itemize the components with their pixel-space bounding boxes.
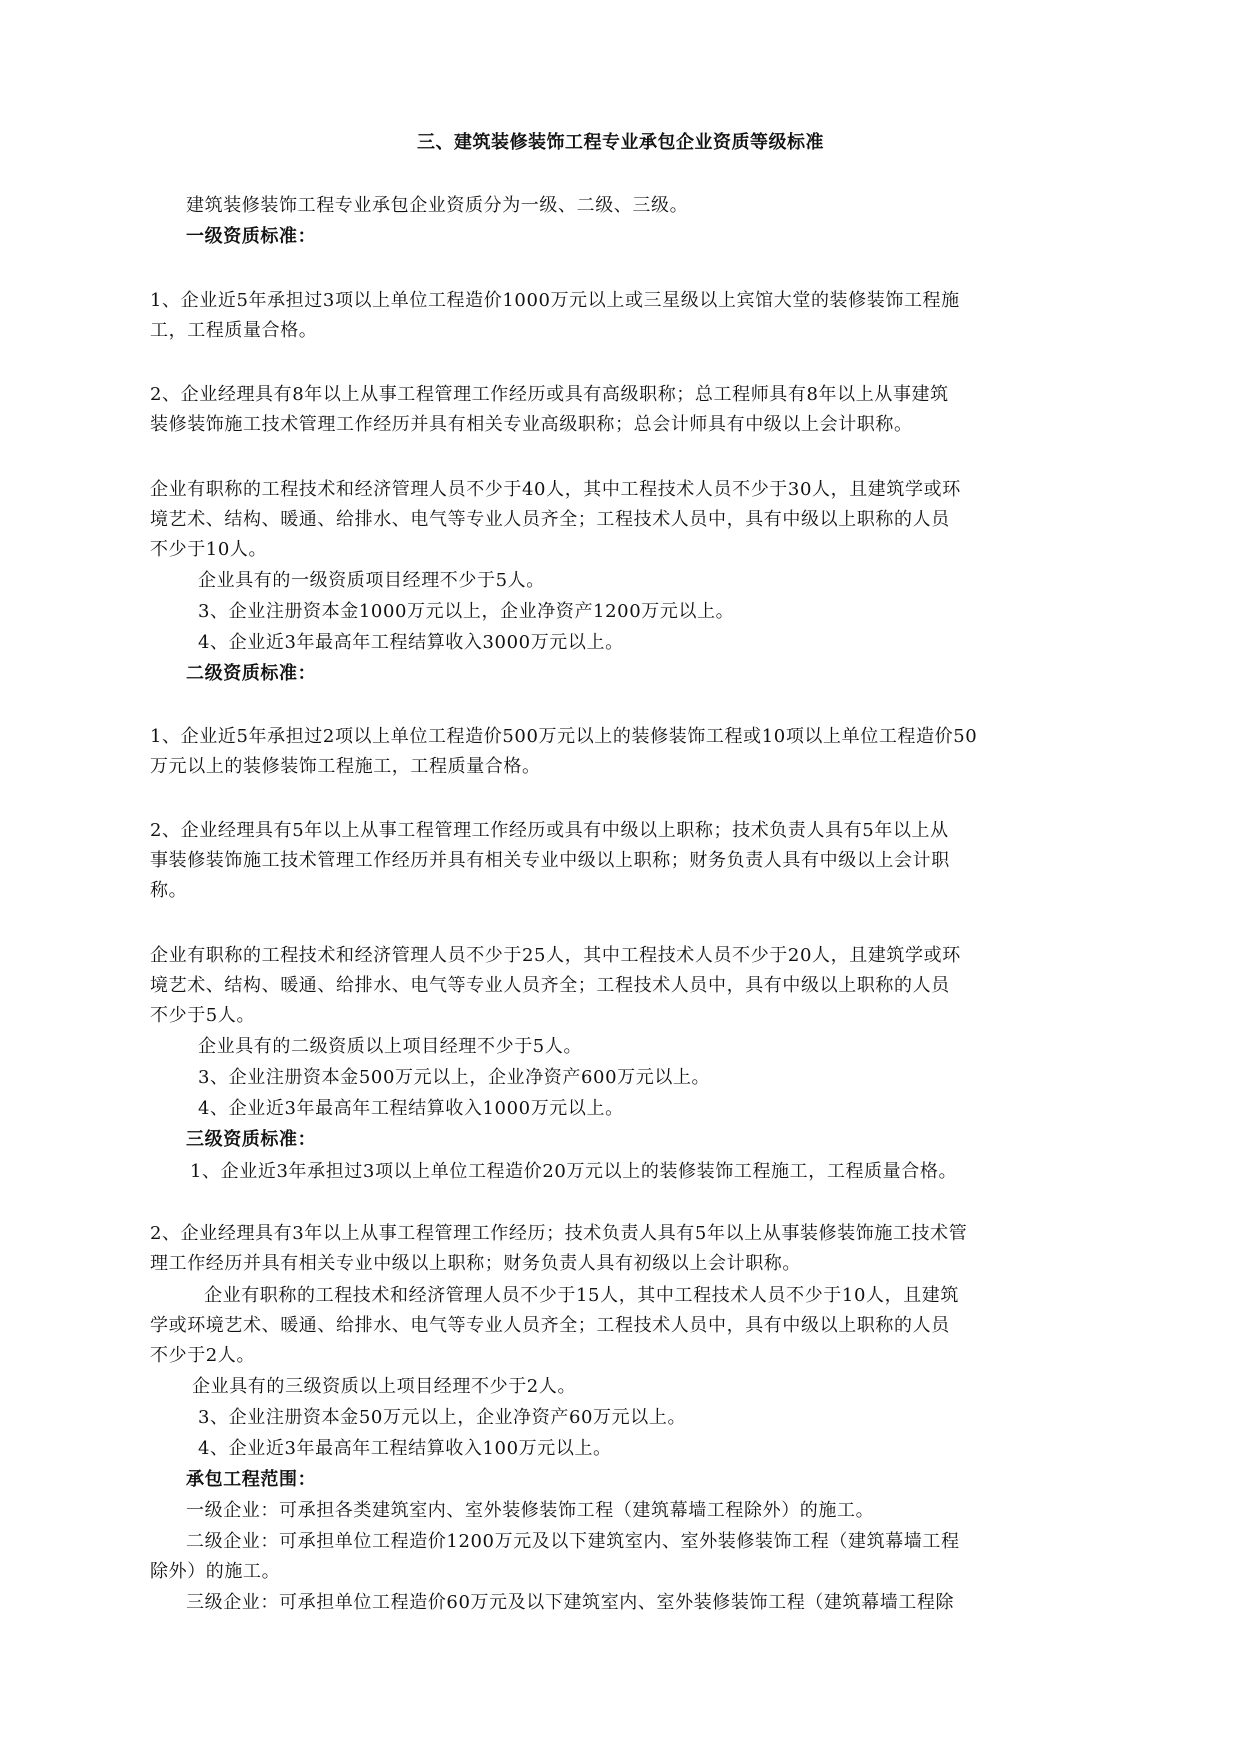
grade1-item1-line1: 1、企业近5年承担过3项以上单位工程造价1000万元以上或三星级以上宾馆大堂的装修装饰工程施 [150,290,960,311]
scope-grade1: 一级企业：可承担各类建筑室内、室外装修装饰工程（建筑幕墙工程除外）的施工。 [186,1500,875,1521]
grade2-staff-line3: 不少于5人。 [150,1005,256,1026]
grade2-item2-line1: 2、企业经理具有5年以上从事工程管理工作经历或具有中级以上职称；技术负责人具有5年以上从 [150,820,949,841]
grade2-item1-line2: 万元以上的装修装饰工程施工，工程质量合格。 [150,756,541,777]
scope-heading: 承包工程范围： [186,1469,317,1490]
grade3-staff-line2: 学或环境艺术、暖通、给排水、电气等专业人员齐全；工程技术人员中，具有中级以上职称的人员 [150,1315,950,1336]
grade2-staff-line2: 境艺术、结构、暖通、给排水、电气等专业人员齐全；工程技术人员中，具有中级以上职称的人员 [150,975,950,996]
grade1-staff-line2: 境艺术、结构、暖通、给排水、电气等专业人员齐全；工程技术人员中，具有中级以上职称的人员 [150,509,950,530]
grade3-project-managers: 企业具有的三级资质以上项目经理不少于2人。 [192,1376,577,1397]
grade3-heading: 三级资质标准： [186,1129,317,1150]
grade2-project-managers: 企业具有的二级资质以上项目经理不少于5人。 [198,1036,583,1057]
grade3-staff-line1: 企业有职称的工程技术和经济管理人员不少于15人，其中工程技术人员不少于10人，且建筑 [204,1285,960,1306]
grade1-item2-line2: 装修装饰施工技术管理工作经历并具有相关专业高级职称；总会计师具有中级以上会计职称。 [150,414,913,435]
grade1-heading: 一级资质标准： [186,226,317,247]
grade3-item1: 1、企业近3年承担过3项以上单位工程造价20万元以上的装修装饰工程施工，工程质量合格。 [190,1161,958,1182]
document-title: 三、建筑装修装饰工程专业承包企业资质等级标准 [417,132,824,153]
scope-grade2-line1: 二级企业：可承担单位工程造价1200万元及以下建筑室内、室外装修装饰工程（建筑幕墙工程 [186,1531,960,1552]
grade1-item3: 3、企业注册资本金1000万元以上，企业净资产1200万元以上。 [198,601,735,622]
grade3-item2-line1: 2、企业经理具有3年以上从事工程管理工作经历；技术负责人具有5年以上从事装修装饰施工技术管 [150,1223,968,1244]
grade1-staff-line3: 不少于10人。 [150,539,268,560]
grade3-item2-line2: 理工作经历并具有相关专业中级以上职称；财务负责人具有初级以上会计职称。 [150,1253,801,1274]
grade2-heading: 二级资质标准： [186,663,317,684]
grade1-item1-line2: 工，工程质量合格。 [150,320,318,341]
scope-grade2-line2: 除外）的施工。 [150,1561,281,1582]
grade1-staff-line1: 企业有职称的工程技术和经济管理人员不少于40人，其中工程技术人员不少于30人，且建筑学或环 [150,479,961,500]
grade3-item4: 4、企业近3年最高年工程结算收入100万元以上。 [198,1438,612,1459]
scope-grade3-line1: 三级企业：可承担单位工程造价60万元及以下建筑室内、室外装修装饰工程（建筑幕墙工程除 [186,1592,955,1613]
grade1-item2-line1: 2、企业经理具有8年以上从事工程管理工作经历或具有高级职称；总工程师具有8年以上从事建筑 [150,384,949,405]
grade1-item4: 4、企业近3年最高年工程结算收入3000万元以上。 [198,632,624,653]
grade2-item4: 4、企业近3年最高年工程结算收入1000万元以上。 [198,1098,624,1119]
grade2-item2-line2: 事装修装饰施工技术管理工作经历并具有相关专业中级以上职称；财务负责人具有中级以上会计职 [150,850,950,871]
grade3-staff-line3: 不少于2人。 [150,1345,256,1366]
grade2-item1-line1: 1、企业近5年承担过2项以上单位工程造价500万元以上的装修装饰工程或10项以上单位工程造价50 [150,726,978,747]
intro-text: 建筑装修装饰工程专业承包企业资质分为一级、二级、三级。 [186,195,689,216]
grade2-item3: 3、企业注册资本金500万元以上，企业净资产600万元以上。 [198,1067,711,1088]
grade2-item2-line3: 称。 [150,880,188,901]
grade2-staff-line1: 企业有职称的工程技术和经济管理人员不少于25人，其中工程技术人员不少于20人，且建筑学或环 [150,945,961,966]
grade1-project-managers: 企业具有的一级资质项目经理不少于5人。 [198,570,545,591]
grade3-item3: 3、企业注册资本金50万元以上，企业净资产60万元以上。 [198,1407,687,1428]
